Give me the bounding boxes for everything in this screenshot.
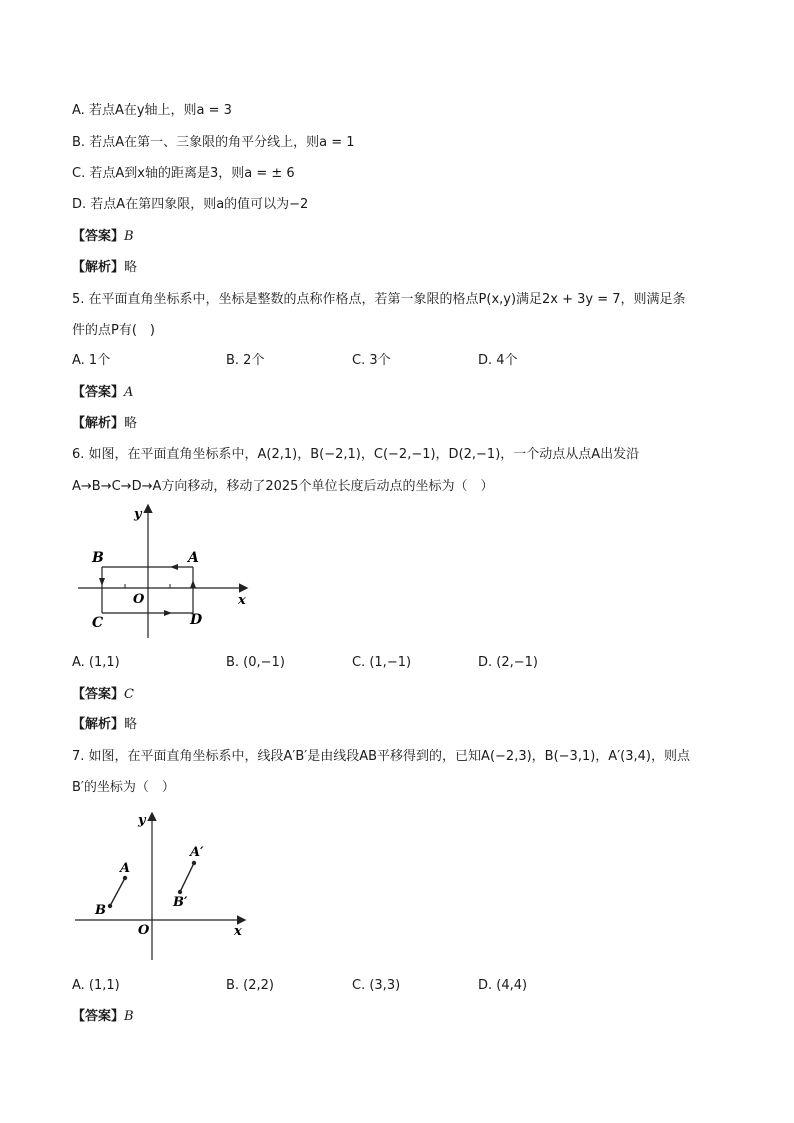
q6-label-a: A [188,550,199,566]
q7-stem-line1: 7. 如图，在平面直角坐标系中，线段A′B′是由线段AB平移得到的，已知A(−2,3)，B(−3,1)，A′(3,4)，则点 [72,749,690,764]
q7-figure [70,808,260,966]
q4-option-d: D. 若点A在第四象限，则a的值可以为−2 [72,197,309,212]
q6-label-d: D [190,612,203,628]
q6-label-x: x [238,593,246,608]
q6-analysis: 【解析】略 [72,717,138,732]
q6-label-o: O [133,592,145,607]
q6-answer: 【答案】C [72,687,134,702]
q7-label-b: B [95,903,106,918]
q5-stem-line2: 件的点P有( ) [72,323,155,338]
q6-option-a: A. (1,1) [72,655,120,670]
q6-stem-line2: A→B→C→D→A方向移动，移动了2025个单位长度后动点的坐标为（ ） [72,479,494,494]
q7-label-a: A [120,861,131,876]
q5-option-c: C. 3个 [352,353,391,368]
q7-point-a [123,876,127,880]
q4-option-b: B. 若点A在第一、三象限的角平分线上，则a = 1 [72,135,355,150]
q5-analysis: 【解析】略 [72,416,138,431]
q5-answer: 【答案】A [72,385,134,400]
q7-option-c: C. (3,3) [352,978,401,993]
q7-option-b: B. (2,2) [226,978,275,993]
q7-label-b2: B′ [173,895,188,910]
q5-option-a: A. 1个 [72,353,111,368]
q7-point-a2 [192,861,196,865]
q6-label-b: B [92,550,104,566]
q7-label-a2: A′ [190,845,204,860]
q6-option-d: D. (2,−1) [478,655,538,670]
q7-label-o: O [138,923,150,938]
q5-option-d: D. 4个 [478,353,518,368]
q6-option-c: C. (1,−1) [352,655,412,670]
q6-arrow-cd [164,610,172,616]
q6-arrow-ab [170,564,178,570]
q6-figure [70,500,260,645]
q4-analysis: 【解析】略 [72,260,138,275]
q7-point-b2 [178,890,182,894]
q4-option-a: A. 若点A在y轴上，则a = 3 [72,103,232,118]
q6-arrow-da [190,580,196,588]
q7-label-x: x [234,924,242,939]
q7-label-y: y [138,813,146,828]
q7-option-d: D. (4,4) [478,978,528,993]
q5-option-b: B. 2个 [226,353,265,368]
q6-option-b: B. (0,−1) [226,655,285,670]
q6-label-y: y [134,507,142,522]
q6-arrow-bc [99,578,105,586]
q7-option-a: A. (1,1) [72,978,120,993]
q6-label-c: C [92,615,104,631]
q7-stem-line2: B′的坐标为（ ） [72,780,175,795]
q4-option-c: C. 若点A到x轴的距离是3，则a = ± 6 [72,166,295,181]
q4-answer: 【答案】B [72,229,134,244]
q7-segment-ab [110,878,125,906]
q6-stem-line1: 6. 如图，在平面直角坐标系中，A(2,1)，B(−2,1)，C(−2,−1)，D(2,−1)，一个动点从点A出发沿 [72,447,640,462]
q7-answer: 【答案】B [72,1009,134,1024]
q7-segment-a2b2 [180,863,194,892]
q5-stem-line1: 5. 在平面直角坐标系中，坐标是整数的点称作格点，若第一象限的格点P(x,y)满足2x + 3y = 7，则满足条 [72,292,686,307]
q7-point-b [108,904,112,908]
